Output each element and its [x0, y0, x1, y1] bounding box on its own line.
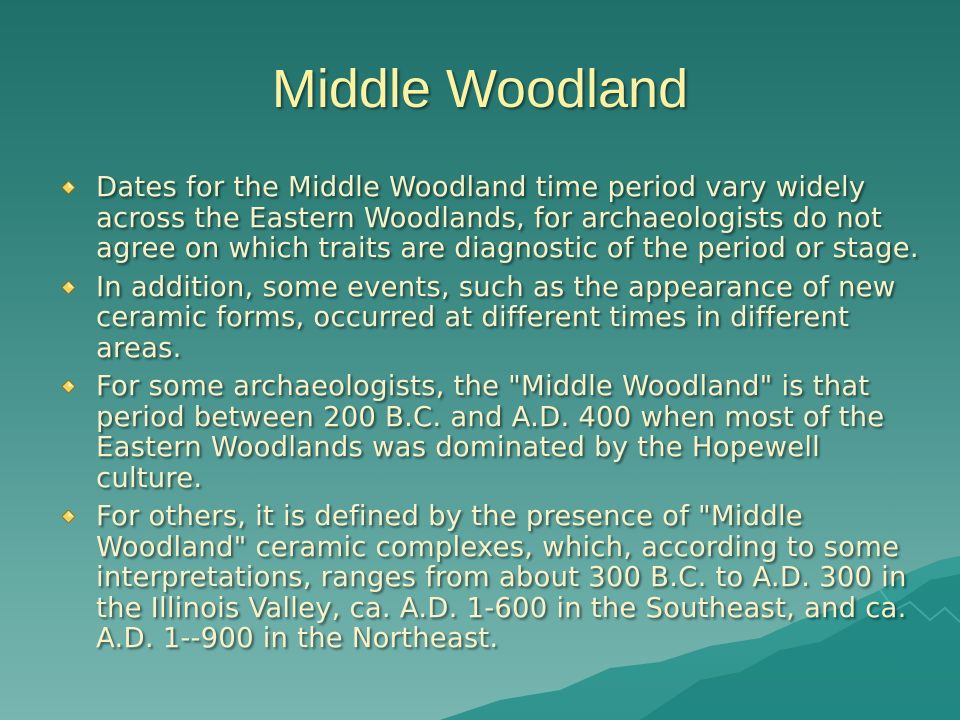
bullet-text: For some archaeologists, the "Middle Woodland" is that period between 200 B.C. and A.D. 400 when most of the Eastern Woodlands was dominated by the Hopewell culture.	[96, 370, 885, 494]
diamond-bullet-icon	[62, 181, 75, 194]
bullet-text: Dates for the Middle Woodland time period vary widely across the Eastern Woodlands, for archaeologists do not agree on which traits are diagnostic of the period or stage.	[96, 171, 919, 264]
bullet-text: In addition, some events, such as the appearance of new ceramic forms, occurred at different times in different areas.	[96, 270, 896, 364]
slide-title: Middle Woodland	[271, 59, 689, 119]
diamond-bullet-icon	[62, 510, 75, 523]
bullet-item	[56, 272, 926, 364]
bullet-item	[56, 371, 926, 493]
bullet-text: For others, it is defined by the presence of "Middle Woodland" ceramic complexes, which, according to some interpretations, ranges from about 300 B.C. to A.D. 300 in the Illinois Valley, ca. A.D. 1-600 in the Southeast, and ca. A.D. 1--900 in the Northeast.	[96, 500, 907, 654]
bullet-item	[56, 501, 926, 654]
bullet-list	[56, 172, 926, 662]
diamond-bullet-icon	[62, 380, 75, 393]
diamond-bullet-icon	[62, 281, 75, 294]
bullet-item	[56, 172, 926, 264]
